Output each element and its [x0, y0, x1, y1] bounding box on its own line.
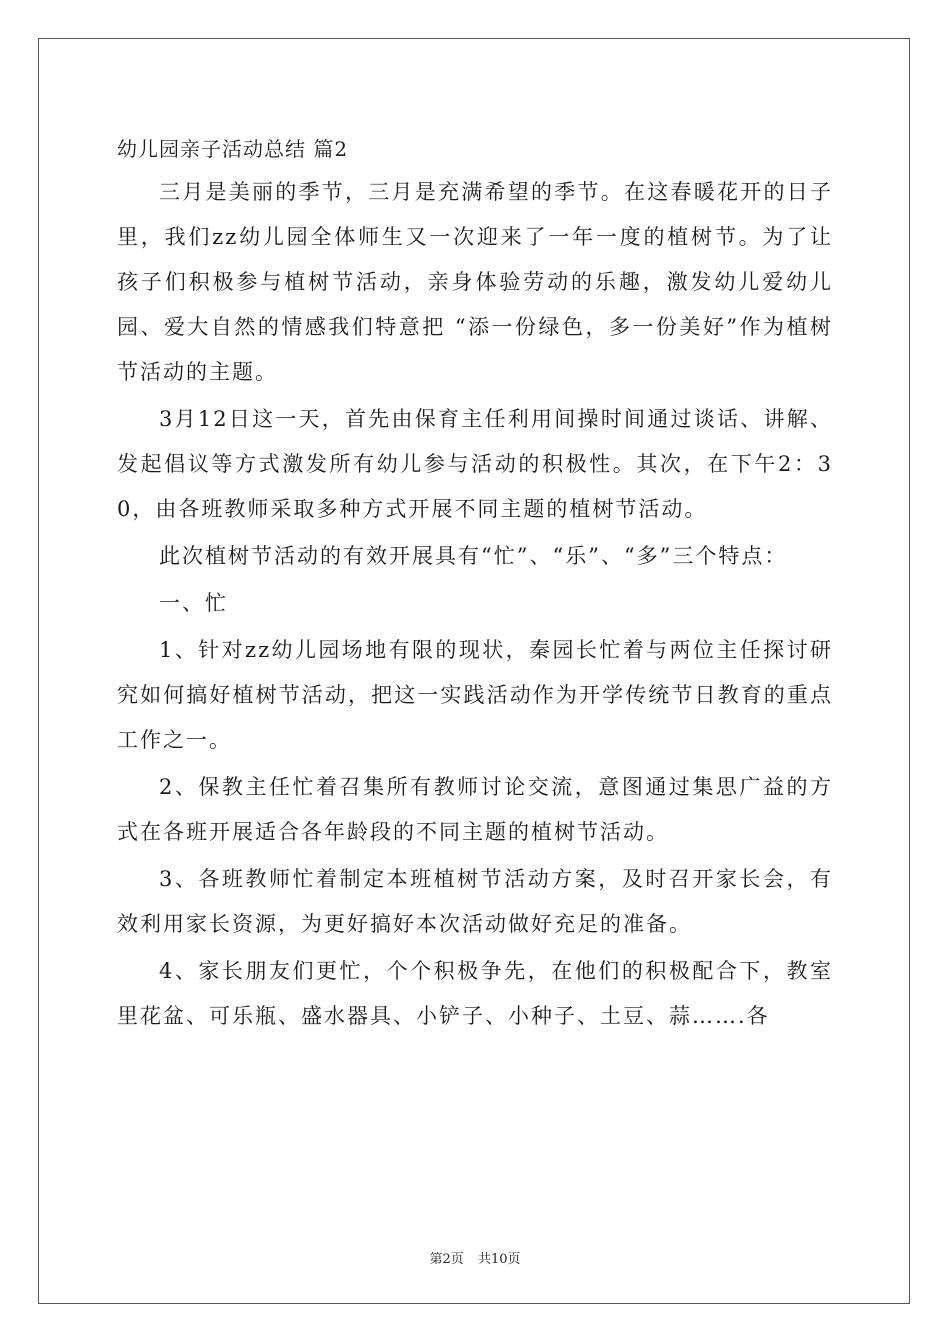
paragraph-features: 此次植树节活动的有效开展具有“忙”、“乐”、“多”三个特点：	[159, 544, 788, 568]
page-footer	[0, 1248, 950, 1267]
paragraph-item-3: 3、各班教师忙着制定本班植树节活动方案，及时召开家长会，有效利用家长资源，为更好搞好本次活动做好充足的准备。	[117, 867, 833, 936]
page-number-current: 第2页	[429, 1252, 464, 1267]
paragraph-item-4: 4、家长朋友们更忙，个个积极争先，在他们的积极配合下，教室里花盆、可乐瓶、盛水器具、小铲子、小种子、土豆、蒜…….各	[117, 959, 833, 1028]
document-title: 幼儿园亲子活动总结 篇2	[117, 137, 349, 161]
paragraph-item-1: 1、针对zz幼儿园场地有限的现状，秦园长忙着与两位主任探讨研究如何搞好植树节活动，把这一实践活动作为开学传统节日教育的重点工作之一。	[117, 638, 833, 752]
paragraph-march-12: 3月12日这一天，首先由保育主任利用间操时间通过谈话、讲解、发起倡议等方式激发所有幼儿参与活动的积极性。其次，在下午2：30，由各班教师采取多种方式开展不同主题的植树节活动。	[117, 407, 833, 521]
section-heading-busy: 一、忙	[159, 591, 228, 615]
page-number-total: 共10页	[477, 1252, 521, 1267]
document-body	[117, 130, 833, 1041]
paragraph-intro: 三月是美丽的季节，三月是充满希望的季节。在这春暖花开的日子里，我们zz幼儿园全体师生又一次迎来了一年一度的植树节。为了让孩子们积极参与植树节活动，亲身体验劳动的乐趣，激发幼儿爱幼儿园、爱大自然的情感我们特意把 “添一份绿色，多一份美好”作为植树节活动的主题。	[117, 180, 833, 384]
paragraph-item-2: 2、保教主任忙着召集所有教师讨论交流，意图通过集思广益的方式在各班开展适合各年龄段的不同主题的植树节活动。	[117, 775, 833, 844]
